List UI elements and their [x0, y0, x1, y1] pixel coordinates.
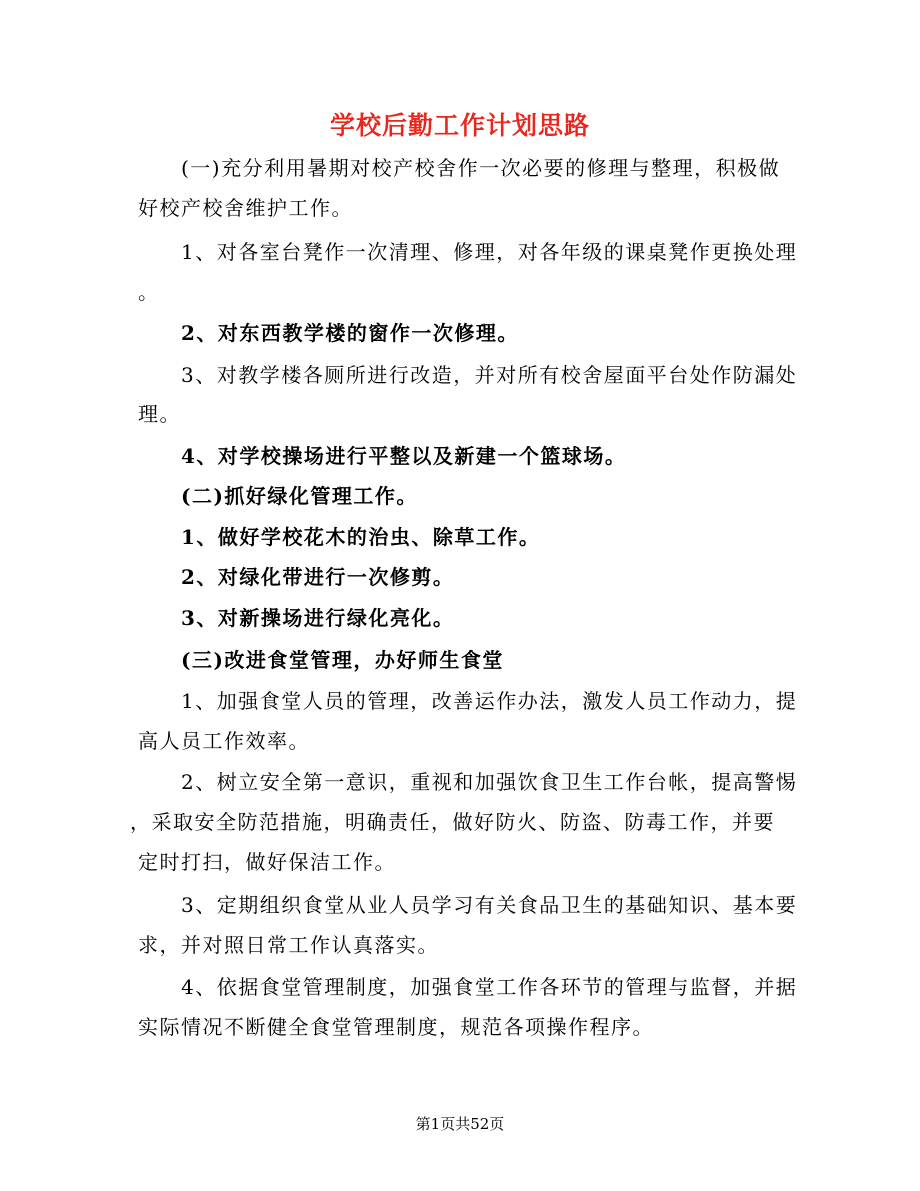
section-3-heading: (三)改进食堂管理，办好师生食堂: [181, 648, 504, 672]
page-number-footer: 第1页共52页: [415, 1115, 505, 1133]
item-1-line-1: 1、对各室台凳作一次清理、修理，对各年级的课桌凳作更换处理: [181, 240, 798, 264]
item-2-line: 2、对东西教学楼的窗作一次修理。: [181, 321, 519, 345]
section-3-item-1-line-1: 1、加强食堂人员的管理，改善运作办法，激发人员工作动力，提: [181, 689, 798, 713]
section-3-item-4-line-1: 4、依据食堂管理制度，加强食堂工作各环节的管理与监督，并据: [181, 975, 798, 999]
section-3-item-2-line-1: 2、树立安全第一意识，重视和加强饮食卫生工作台帐，提高警惕: [181, 770, 798, 794]
page-title: 学校后勤工作计划思路: [329, 111, 590, 140]
section-3-item-1-line-2: 高人员工作效率。: [138, 729, 310, 753]
section-3-item-3-line-2: 求，并对照日常工作认真落实。: [138, 933, 439, 957]
item-3-line-1: 3、对教学楼各厕所进行改造，并对所有校舍屋面平台处作防漏处: [181, 363, 798, 387]
paragraph-1-line-1: (一)充分利用暑期对校产校舍作一次必要的修理与整理，积极做: [181, 156, 781, 180]
section-2-item-3: 3、对新操场进行绿化亮化。: [181, 606, 455, 630]
section-2-item-1: 1、做好学校花木的治虫、除草工作。: [181, 525, 541, 549]
paragraph-1-line-2: 好校产校舍维护工作。: [138, 196, 353, 220]
section-2-item-2: 2、对绿化带进行一次修剪。: [181, 565, 455, 589]
item-1-line-2: 。: [138, 280, 160, 304]
item-3-line-2: 理。: [138, 402, 181, 426]
section-3-item-2-line-2: ，采取安全防范措施，明确责任，做好防火、防盗、防毒工作，并要: [130, 810, 775, 834]
section-3-item-2-line-3: 定时打扫，做好保洁工作。: [138, 850, 396, 874]
section-3-item-3-line-1: 3、定期组织食堂从业人员学习有关食品卫生的基础知识、基本要: [181, 893, 798, 917]
section-2-heading: (二)抓好绿化管理工作。: [181, 484, 418, 508]
item-4-line: 4、对学校操场进行平整以及新建一个篮球场。: [181, 444, 627, 468]
section-3-item-4-line-2: 实际情况不断健全食堂管理制度，规范各项操作程序。: [138, 1015, 654, 1039]
